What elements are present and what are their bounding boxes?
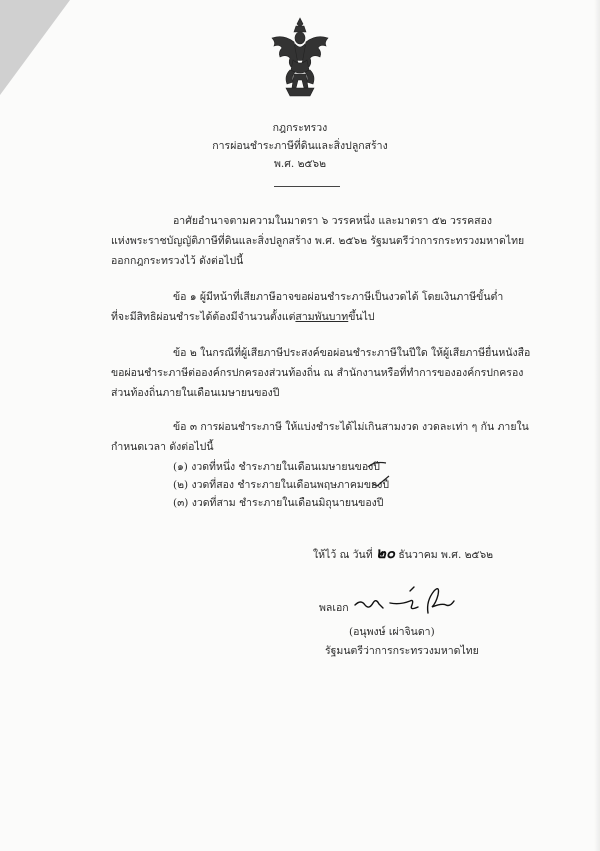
folded-corner — [0, 0, 70, 95]
garuda-emblem-icon — [268, 16, 332, 100]
clause-1-line-1: ข้อ ๑ ผู้มีหน้าที่เสียภาษีอาจขอผ่อนชำระภาษีเป็นงวดได้ โดยเงินภาษีขั้นต่ำ — [173, 291, 504, 303]
given-suffix: ธันวาคม พ.ศ. ๒๕๖๒ — [398, 549, 494, 561]
clause-3-line-2: กำหนดเวลา ดังต่อไปนี้ — [111, 441, 214, 453]
clause-3-item-2: (๒) งวดที่สอง ชำระภายในเดือนพฤษภาคมของปี — [173, 479, 390, 491]
check-mark-icon — [366, 459, 388, 473]
clause-1-underlined-amount: สามพันบาท — [295, 311, 349, 323]
given-day-handwritten: ๒๐ — [375, 544, 396, 562]
handwritten-signature — [350, 585, 460, 619]
header-divider — [274, 186, 340, 187]
given-date-line — [313, 546, 493, 562]
clause-2-line-3: ส่วนท้องถิ่นภายในเดือนเมษายนของปี — [111, 387, 280, 399]
clause-2-line-2: ขอผ่อนชำระภาษีต่อองค์กรปกครองส่วนท้องถิ่น ณ สำนักงานหรือที่ทำการขององค์กรปกครอง — [111, 367, 524, 379]
preamble-line-3: ออกกฎกระทรวงไว้ ดังต่อไปนี้ — [111, 255, 244, 267]
given-prefix: ให้ไว้ ณ วันที่ — [313, 549, 373, 561]
clause-3-item-3: (๓) งวดที่สาม ชำระภายในเดือนมิถุนายนของปี — [173, 497, 384, 509]
clause-3-line-1: ข้อ ๓ การผ่อนชำระภาษี ให้แบ่งชำระได้ไม่เกินสามงวด งวดละเท่า ๆ กัน ภายใน — [173, 421, 529, 433]
clause-3-item-1: (๑) งวดที่หนึ่ง ชำระภายในเดือนเมษายนของปี — [173, 461, 380, 473]
signatory-name: (อนุพงษ์ เผ่าจินดา) — [349, 626, 435, 638]
header-ministry: กฎกระทรวง — [272, 122, 328, 134]
signatory-position: รัฐมนตรีว่าการกระทรวงมหาดไทย — [325, 645, 479, 657]
clause-1-text: ที่จะมีสิทธิผ่อนชำระได้ต้องมีจำนวนตั้งแต่ — [111, 311, 296, 323]
signatory-rank: พลเอก — [319, 602, 349, 614]
clause-1-line-2 — [111, 310, 375, 324]
preamble-line-2: แห่งพระราชบัญญัติภาษีที่ดินและสิ่งปลูกสร้าง พ.ศ. ๒๕๖๒ รัฐมนตรีว่าการกระทรวงมหาดไทย — [111, 235, 525, 247]
header-year: พ.ศ. ๒๕๖๒ — [273, 158, 327, 170]
clause-2-line-1: ข้อ ๒ ในกรณีที่ผู้เสียภาษีประสงค์ขอผ่อนชำระภาษีในปีใด ให้ผู้เสียภาษียื่นหนังสือ — [173, 347, 531, 359]
clause-1-text-end: ขึ้นไป — [348, 311, 375, 323]
header-title: การผ่อนชำระภาษีที่ดินและสิ่งปลูกสร้าง — [212, 140, 388, 152]
check-mark-icon — [370, 474, 392, 488]
preamble-line-1: อาศัยอำนาจตามความในมาตรา ๖ วรรคหนึ่ง และมาตรา ๕๒ วรรคสอง — [173, 215, 492, 227]
